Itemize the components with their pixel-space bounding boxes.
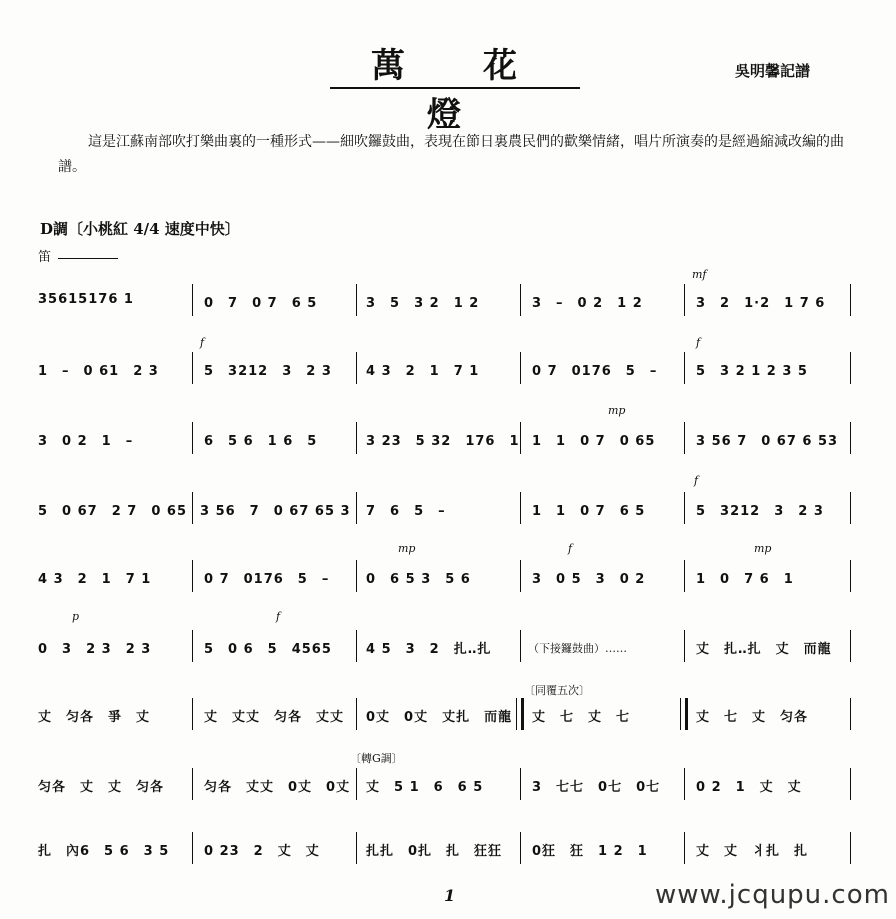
measure: 丈 七 丈 七 — [532, 710, 631, 725]
dynamic-f: f — [694, 474, 699, 487]
instrument-extension-line — [58, 258, 118, 259]
measure: 3 5 3 2 1 2 — [366, 296, 480, 311]
measure: 6 5 6 1 6 5 — [204, 434, 318, 449]
repeat-end-barline — [680, 698, 688, 730]
barline — [192, 698, 193, 730]
notation-row — [0, 430, 896, 454]
barline — [356, 352, 357, 384]
notation-row — [0, 776, 896, 800]
measure: 5 3212 3 2 3 — [696, 504, 824, 519]
dynamic-f: f — [276, 610, 281, 623]
barline — [850, 492, 851, 524]
measure: 7 6 5 – — [366, 504, 446, 519]
notation-row — [0, 568, 896, 592]
barline — [850, 352, 851, 384]
compiler-credit: 吳明馨記譜 — [735, 62, 811, 80]
barline — [850, 284, 851, 316]
barline — [192, 352, 193, 384]
barline — [850, 698, 851, 730]
measure: 35615176 1 — [38, 292, 134, 307]
measure: 5 0 6 5 4565 — [204, 642, 332, 657]
barline — [192, 768, 193, 800]
measure: 1 1 0 7 0 65 — [532, 434, 656, 449]
barline — [520, 832, 521, 864]
measure: 1 1 0 7 6 5 — [532, 504, 646, 519]
dynamic-f: f — [696, 336, 701, 349]
barline — [850, 422, 851, 454]
barline — [192, 832, 193, 864]
key-tempo-line: D調〔小桃紅 4/4 速度中快〕 — [40, 220, 240, 238]
barline — [684, 832, 685, 864]
measure: 3 – 0 2 1 2 — [532, 296, 643, 311]
barline — [192, 560, 193, 592]
barline — [192, 422, 193, 454]
score-title: 萬 花 燈 — [371, 46, 595, 135]
barline — [192, 630, 193, 662]
repeat-annotation: 〔同覆五次〕 — [524, 684, 590, 697]
measure: 5 3 2 1 2 3 5 — [696, 364, 808, 379]
measure: 丈 扎‥扎 丈 而龍 — [696, 642, 832, 657]
barline — [684, 630, 685, 662]
measure: 丈 匀各 爭 丈 — [38, 710, 151, 725]
measure: 0 23 2 丈 丈 — [204, 844, 320, 859]
barline — [850, 832, 851, 864]
barline — [356, 284, 357, 316]
barline — [356, 768, 357, 800]
barline — [520, 284, 521, 316]
barline — [850, 768, 851, 800]
measure: 1 0 7 6 1 — [696, 572, 794, 587]
barline — [356, 630, 357, 662]
barline — [684, 560, 685, 592]
notation-row — [0, 500, 896, 524]
dynamic-mf: mf — [692, 268, 707, 281]
measure: 0 7 0 7 6 5 — [204, 296, 318, 311]
barline — [850, 560, 851, 592]
barline — [520, 630, 521, 662]
barline — [520, 422, 521, 454]
dynamic-mp: mp — [608, 404, 626, 417]
barline — [356, 698, 357, 730]
measure: 0丈 0丈 丈扎 而龍 — [366, 710, 513, 725]
measure: 4 5 3 2 扎‥扎 — [366, 642, 492, 657]
dynamic-p: p — [72, 610, 80, 623]
measure: 4 3 2 1 7 1 — [366, 364, 480, 379]
measure: 扎扎 0扎 扎 狂狂 — [366, 844, 503, 859]
page-number: 1 — [444, 886, 456, 905]
watermark: www.jcqupu.com — [655, 880, 890, 910]
measure: 3 2 1·2 1 7 6 — [696, 296, 826, 311]
notation-row — [0, 638, 896, 662]
measure: 丈 丈 丬扎 扎 — [696, 844, 809, 859]
measure: 4 3 2 1 7 1 — [38, 572, 152, 587]
measure: 5 3212 3 2 3 — [204, 364, 332, 379]
barline — [356, 492, 357, 524]
measure: 匀各 丈 丈 匀各 — [38, 780, 165, 795]
next-section-note: （下接鑼鼓曲）…… — [528, 642, 627, 655]
measure: 3 七七 0七 0七 — [532, 780, 661, 795]
measure: 丈 七 丈 匀各 — [696, 710, 809, 725]
dynamic-mp: mp — [754, 542, 772, 555]
measure: 扎 內6 5 6 3 5 — [38, 844, 170, 859]
measure: 0 7 0176 5 – — [532, 364, 658, 379]
intro-paragraph: 這是江蘇南部吹打樂曲裏的一種形式——細吹鑼鼓曲，表現在節日裏農民們的歡樂情緒，唱片所演奏的是經過縮減改編的曲譜。 — [58, 134, 844, 175]
notation-row — [0, 360, 896, 384]
barline — [850, 630, 851, 662]
measure: 匀各 丈丈 0丈 0丈 — [204, 780, 351, 795]
barline — [684, 422, 685, 454]
measure: 0 2 1 丈 丈 — [696, 780, 802, 795]
modulation-annotation: 〔轉G調〕 — [350, 752, 403, 765]
barline — [520, 492, 521, 524]
notation-row — [0, 292, 896, 316]
barline — [520, 768, 521, 800]
measure: 3 56 7 0 67 65 3 — [200, 504, 351, 519]
barline — [520, 560, 521, 592]
measure: 0 7 0176 5 – — [204, 572, 330, 587]
measure: 0狂 狂 1 2 1 — [532, 844, 648, 859]
notation-row — [0, 840, 896, 864]
barline — [356, 560, 357, 592]
barline — [684, 492, 685, 524]
barline — [520, 352, 521, 384]
barline — [684, 352, 685, 384]
measure: 1 – 0 61 2 3 — [38, 364, 159, 379]
measure: 3 0 2 1 – — [38, 434, 134, 449]
barline — [192, 492, 193, 524]
title-underline — [330, 87, 580, 89]
measure: 3 56 7 0 67 6 53 — [696, 434, 839, 449]
notation-row — [0, 706, 896, 730]
dynamic-mp: mp — [398, 542, 416, 555]
measure: 0 6 5 3 5 6 — [366, 572, 471, 587]
measure: 0 3 2 3 2 3 — [38, 642, 152, 657]
barline — [684, 284, 685, 316]
measure: 5 0 67 2 7 0 65 — [38, 504, 187, 519]
measure: 3 0 5 3 0 2 — [532, 572, 646, 587]
barline — [192, 284, 193, 316]
barline — [356, 832, 357, 864]
repeat-start-barline — [516, 698, 524, 730]
barline — [684, 768, 685, 800]
dynamic-f: f — [568, 542, 573, 555]
measure: 3 23 5 32 176 1 — [366, 434, 520, 449]
instrument-label: 笛 — [38, 250, 52, 265]
barline — [356, 422, 357, 454]
measure: 丈 5 1 6 6 5 — [366, 780, 484, 795]
measure: 丈 丈丈 匀各 丈丈 — [204, 710, 345, 725]
dynamic-f: f — [200, 336, 205, 349]
